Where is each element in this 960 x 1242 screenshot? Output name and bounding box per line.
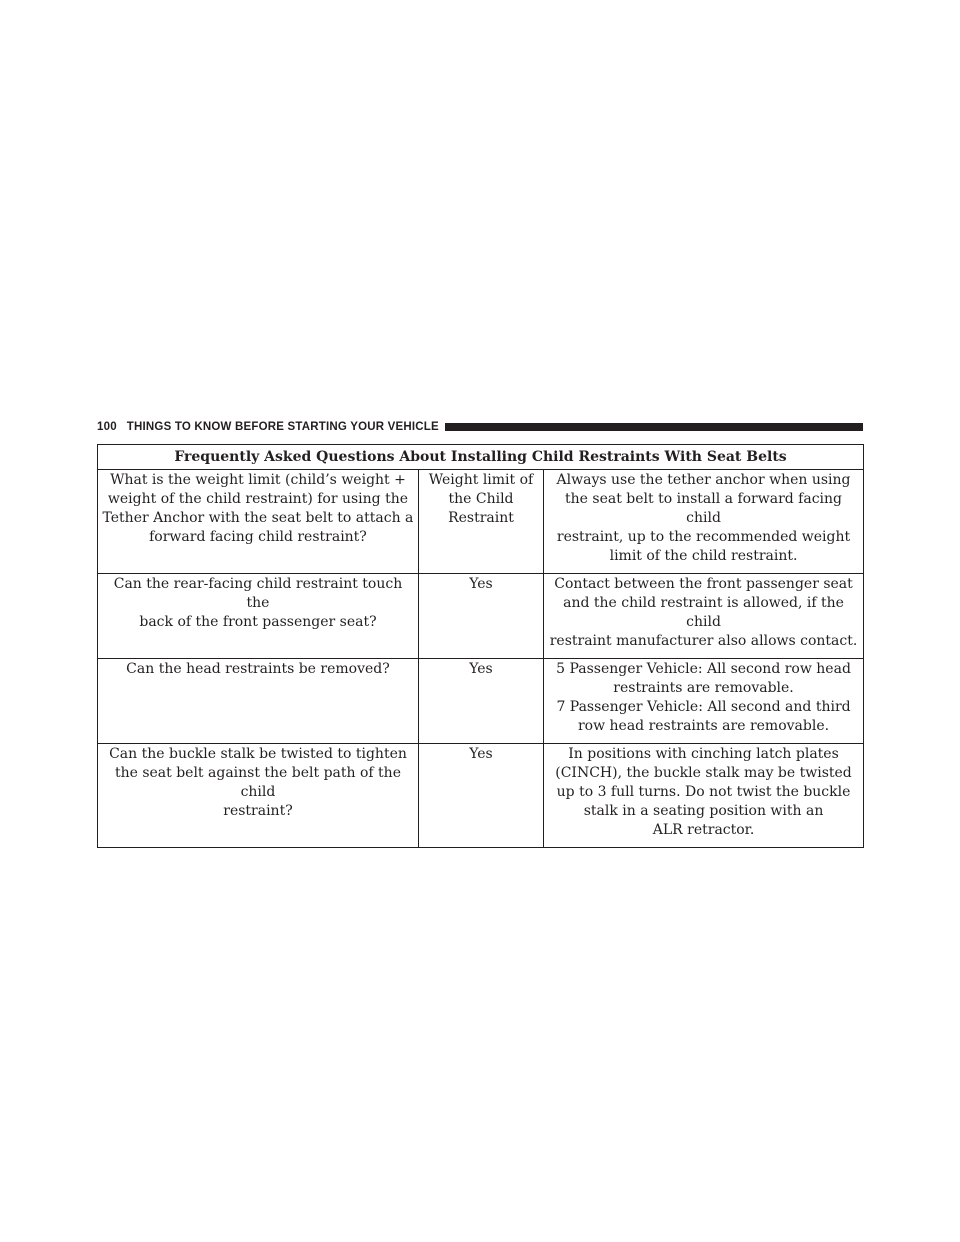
answer-line: Yes — [469, 576, 493, 592]
answer-cell — [418, 744, 543, 848]
table-row — [98, 659, 864, 744]
question-cell — [98, 470, 419, 574]
comment-line: restraints are removable. — [613, 680, 794, 696]
answer-cell — [418, 659, 543, 744]
comment-line: limit of the child restraint. — [609, 548, 798, 564]
comment-line: row head restraints are removable. — [577, 718, 830, 734]
comment-line: and the child restraint is allowed, if the child — [563, 595, 844, 630]
answer-line: Restraint — [448, 510, 514, 526]
comment-line: In positions with cinching latch plates — [568, 746, 839, 762]
question-line: What is the weight limit (child’s weight + — [110, 472, 406, 488]
comment-line: 7 Passenger Vehicle: All second and third — [556, 699, 851, 715]
question-line: Can the buckle stalk be twisted to tighten — [109, 746, 407, 762]
answer-line: the Child — [448, 491, 514, 507]
question-line: restraint? — [223, 803, 293, 819]
page-number: 100 — [97, 421, 117, 433]
comment-line: the seat belt to install a forward facing child — [565, 491, 843, 526]
question-line: the seat belt against the belt path of the child — [114, 765, 401, 800]
question-line: Can the rear-facing child restraint touch the — [113, 576, 403, 611]
question-cell — [98, 744, 419, 848]
comment-cell — [544, 744, 864, 848]
question-cell — [98, 659, 419, 744]
question-line: Can the head restraints be removed? — [126, 661, 390, 677]
table-row — [98, 574, 864, 659]
page-header — [97, 418, 863, 436]
comment-line: 5 Passenger Vehicle: All second row head — [556, 661, 851, 677]
answer-cell — [418, 470, 543, 574]
faq-table — [97, 444, 864, 848]
answer-cell — [418, 574, 543, 659]
answer-line: Yes — [469, 746, 493, 762]
answer-line: Weight limit of — [428, 472, 534, 488]
comment-cell — [544, 574, 864, 659]
question-line: back of the front passenger seat? — [139, 614, 377, 630]
comment-line: up to 3 full turns. Do not twist the buckle — [556, 784, 851, 800]
comment-cell — [544, 470, 864, 574]
question-line: Tether Anchor with the seat belt to attach a — [102, 510, 414, 526]
comment-line: restraint, up to the recommended weight — [556, 529, 851, 545]
comment-line: restraint manufacturer also allows contact. — [549, 633, 858, 649]
comment-line: stalk in a seating position with an — [583, 803, 824, 819]
table-row — [98, 470, 864, 574]
table-title-row — [98, 445, 864, 470]
comment-line: Always use the tether anchor when using — [556, 472, 851, 488]
comment-line: (CINCH), the buckle stalk may be twisted — [555, 765, 852, 781]
comment-cell — [544, 659, 864, 744]
section-title: THINGS TO KNOW BEFORE STARTING YOUR VEHICLE — [126, 421, 439, 433]
header-rule — [445, 423, 863, 431]
question-line: forward facing child restraint? — [149, 529, 367, 545]
answer-line: Yes — [469, 661, 493, 677]
table-title: Frequently Asked Questions About Installing Child Restraints With Seat Belts — [98, 445, 864, 470]
comment-line: ALR retractor. — [652, 822, 755, 838]
question-cell — [98, 574, 419, 659]
comment-line: Contact between the front passenger seat — [554, 576, 853, 592]
table-row — [98, 744, 864, 848]
question-line: weight of the child restraint) for using the — [107, 491, 409, 507]
